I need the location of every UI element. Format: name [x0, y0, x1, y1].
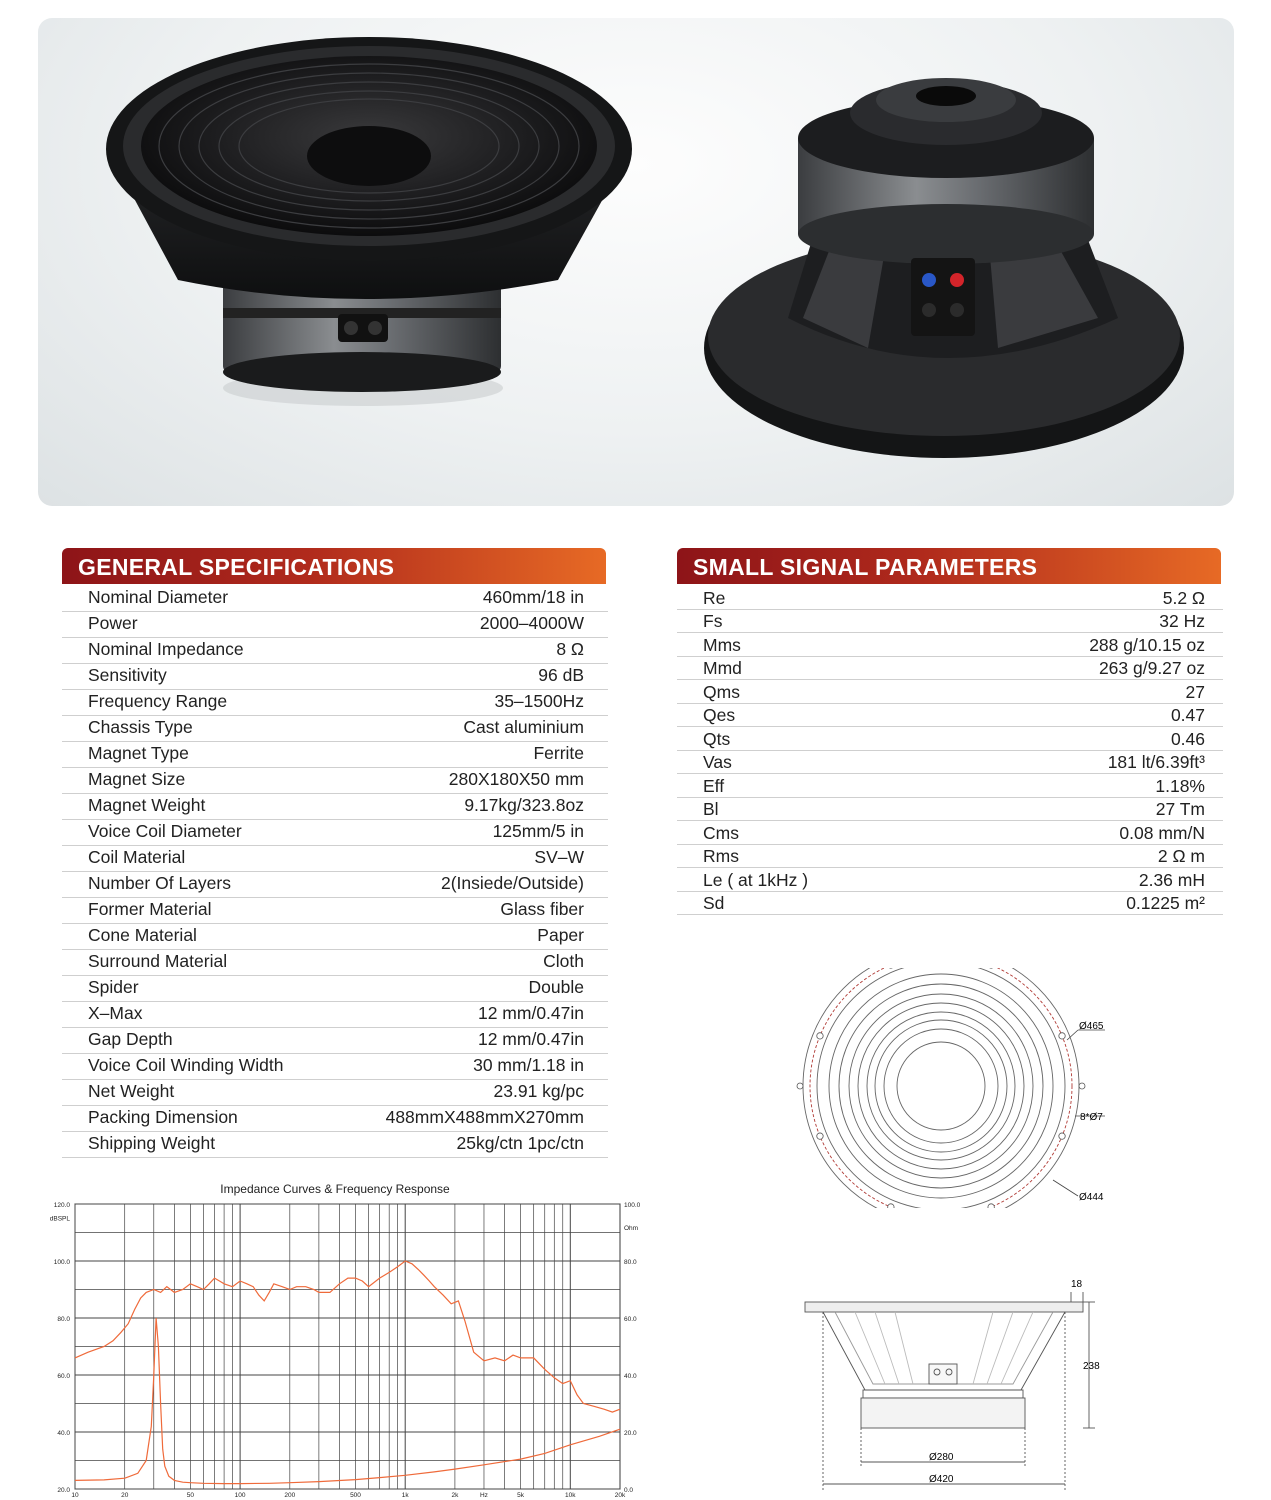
speaker-illustrations: [38, 18, 1234, 506]
y-tick-label-left: 20.0: [57, 1487, 70, 1494]
left-axis-label: dBSPL: [49, 1215, 70, 1223]
general-row: [62, 768, 608, 794]
mounting-hole: [817, 1033, 823, 1039]
ssp-label: Cms: [703, 822, 739, 843]
ssp-row: [677, 680, 1223, 704]
general-label: Spider: [88, 977, 139, 997]
general-row: [62, 664, 608, 690]
general-label: Gap Depth: [88, 1029, 173, 1049]
general-value: SV–W: [534, 847, 584, 867]
general-row: [62, 872, 608, 898]
ssp-label: Rms: [703, 846, 739, 866]
ssp-value: 27 Tm: [1155, 799, 1205, 819]
general-label: Coil Material: [88, 847, 186, 867]
general-row: [62, 976, 608, 1002]
dim-depth-238: 238: [1083, 1361, 1100, 1372]
general-value: Glass fiber: [500, 899, 584, 919]
x-tick-label: 50: [186, 1492, 195, 1499]
ssp-value: 0.46: [1170, 728, 1205, 749]
general-label: Cone Material: [88, 925, 197, 945]
impedance-frequency-chart: [40, 1176, 640, 1500]
right-axis-label: Ohm: [624, 1224, 639, 1232]
general-label: Nominal Impedance: [88, 639, 244, 659]
ssp-value: 5.2 Ω: [1162, 587, 1205, 608]
x-tick-label: 2k: [451, 1492, 459, 1499]
ssp-label: Sd: [703, 893, 725, 913]
general-row: [62, 638, 608, 664]
ssp-value: 1.18%: [1155, 775, 1205, 796]
general-row: [62, 1080, 608, 1106]
ssp-row: [677, 774, 1223, 798]
ssp-value: 288 g/10.15 oz: [1089, 634, 1205, 655]
ssp-row: [677, 727, 1223, 751]
alignment-mark: [1079, 1083, 1085, 1089]
general-value: 12 mm/0.47in: [477, 1029, 584, 1049]
general-label: Frequency Range: [88, 691, 228, 711]
y-tick-label-right: 60.0: [624, 1316, 637, 1323]
chart-plot: [40, 1176, 640, 1500]
general-label: Surround Material: [88, 951, 228, 971]
alignment-mark: [797, 1083, 803, 1089]
x-tick-label: 10k: [565, 1492, 576, 1499]
general-row: [62, 612, 608, 638]
general-value: 35–1500Hz: [494, 691, 584, 711]
general-label: X–Max: [88, 1003, 143, 1023]
front-drawing-lines: [803, 968, 1079, 1208]
general-label: Sensitivity: [88, 665, 167, 685]
general-value: 2000–4000W: [479, 613, 584, 633]
dim-mount-420: Ø420: [929, 1474, 954, 1485]
ssp-value: 181 lt/6.39ft³: [1107, 752, 1205, 772]
ssp-label: Qes: [703, 705, 736, 725]
x-tick-label: 20: [121, 1492, 129, 1499]
mounting-hole: [988, 1204, 994, 1208]
y-tick-label-left: 100.0: [53, 1259, 70, 1266]
general-label: Voice Coil Winding Width: [88, 1055, 284, 1075]
general-row: [62, 1054, 608, 1080]
y-tick-label-right: 100.0: [624, 1202, 640, 1209]
frequency-response-line: [75, 1261, 620, 1412]
general-value: 125mm/5 in: [492, 821, 584, 841]
mounting-hole: [1059, 1033, 1065, 1039]
general-label: Net Weight: [88, 1081, 175, 1101]
y-tick-label-left: 120.0: [53, 1202, 70, 1209]
ssp-label: Fs: [703, 611, 723, 631]
general-value: Ferrite: [533, 743, 584, 763]
general-row: [62, 1028, 608, 1054]
ssp-row: [677, 821, 1223, 845]
mounting-hole: [888, 1204, 894, 1208]
general-value: 280X180X50 mm: [448, 769, 584, 789]
general-label: Former Material: [88, 899, 212, 919]
x-tick-label: 20k: [614, 1492, 626, 1499]
ssp-label: Le ( at 1kHz ): [703, 869, 809, 890]
ssp-value: 263 g/9.27 oz: [1098, 658, 1205, 678]
dim-magnet-280: Ø280: [929, 1452, 954, 1463]
dim-flange-18: 18: [1071, 1279, 1083, 1290]
general-value: 488mmX488mmX270mm: [385, 1107, 584, 1127]
general-row: [62, 1132, 608, 1158]
y-tick-label-left: 80.0: [57, 1316, 70, 1323]
ssp-row: [677, 751, 1223, 775]
ssp-row: [677, 657, 1223, 681]
general-label: Magnet Size: [88, 769, 186, 789]
general-row: [62, 820, 608, 846]
ssp-label: Eff: [703, 775, 725, 796]
chart-title: Impedance Curves & Frequency Response: [220, 1182, 450, 1196]
general-value: Paper: [537, 925, 584, 945]
general-row: [62, 742, 608, 768]
general-label: Voice Coil Diameter: [88, 821, 242, 841]
y-tick-label-right: 20.0: [624, 1430, 637, 1437]
general-value: 30 mm/1.18 in: [473, 1055, 584, 1075]
y-tick-label-left: 40.0: [57, 1430, 70, 1437]
ssp-row: [677, 868, 1223, 892]
mounting-hole: [817, 1133, 823, 1139]
general-row: [62, 794, 608, 820]
x-tick-label: 200: [284, 1492, 296, 1499]
mounting-hole: [1059, 1133, 1065, 1139]
ssp-label: Qts: [703, 728, 731, 749]
x-tick-label: 1k: [401, 1492, 409, 1499]
general-specifications-table: [62, 586, 608, 1158]
x-tick-label: 10: [71, 1492, 79, 1499]
x-tick-label: 500: [350, 1492, 361, 1499]
ssp-row: [677, 586, 1223, 610]
ssp-value: 0.08 mm/N: [1119, 822, 1205, 843]
mounting-holes: [797, 968, 1085, 1208]
general-label: Magnet Type: [88, 743, 189, 763]
general-value: 2(Insiede/Outside): [441, 873, 584, 893]
general-value: 25kg/ctn 1pc/ctn: [456, 1133, 584, 1153]
small-signal-parameters-title: SMALL SIGNAL PARAMETERS: [677, 548, 1221, 584]
ssp-row: [677, 845, 1223, 869]
ssp-value: 2 Ω m: [1157, 846, 1205, 866]
general-row: [62, 716, 608, 742]
speaker-front-image: [106, 37, 632, 406]
general-label: Packing Dimension: [88, 1107, 238, 1127]
general-value: Cloth: [543, 951, 584, 971]
general-row: [62, 1106, 608, 1132]
ssp-label: Re: [703, 587, 726, 608]
ssp-row: [677, 892, 1223, 916]
x-tick-label: 100: [234, 1492, 246, 1499]
ssp-label: Bl: [703, 799, 719, 819]
general-row: [62, 846, 608, 872]
y-tick-label-left: 60.0: [57, 1373, 70, 1380]
general-value: 23.91 kg/pc: [493, 1081, 584, 1101]
y-tick-label-right: 80.0: [624, 1259, 637, 1266]
general-label: Magnet Weight: [88, 795, 206, 815]
speaker-rear-image: [704, 78, 1184, 458]
ssp-label: Vas: [703, 752, 732, 772]
product-photo-banner: [38, 18, 1234, 506]
general-label: Nominal Diameter: [88, 587, 229, 607]
ssp-label: Mmd: [703, 658, 742, 678]
side-view-drawing: [795, 1272, 1125, 1500]
ssp-value: 0.47: [1170, 705, 1205, 725]
general-label: Power: [88, 613, 138, 633]
general-label: Shipping Weight: [88, 1133, 216, 1153]
dim-diameter-465: Ø465: [1079, 1021, 1104, 1032]
general-row: [62, 586, 608, 612]
general-row: [62, 898, 608, 924]
general-value: 96 dB: [538, 665, 584, 685]
x-unit-label: Hz: [479, 1492, 488, 1499]
ssp-row: [677, 633, 1223, 657]
dim-diameter-444: Ø444: [1079, 1192, 1104, 1203]
general-value: Double: [528, 977, 584, 997]
dim-bolt-holes: 8*Ø7: [1080, 1112, 1103, 1123]
ssp-value: 2.36 mH: [1138, 869, 1205, 890]
x-tick-label: 5k: [517, 1492, 525, 1499]
ssp-row: [677, 798, 1223, 822]
general-specifications-title: GENERAL SPECIFICATIONS: [62, 548, 606, 584]
ssp-row: [677, 610, 1223, 634]
general-label: Number Of Layers: [88, 873, 231, 893]
general-row: [62, 950, 608, 976]
impedance-curve-line: [75, 1318, 620, 1484]
ssp-label: Qms: [703, 681, 740, 702]
ssp-row: [677, 704, 1223, 728]
general-value: Cast aluminium: [463, 717, 584, 737]
general-value: 8 Ω: [556, 639, 584, 659]
general-row: [62, 690, 608, 716]
y-tick-label-right: 40.0: [624, 1373, 637, 1380]
front-view-drawing: [795, 968, 1125, 1208]
general-value: 9.17kg/323.8oz: [464, 795, 584, 815]
ssp-value: 0.1225 m²: [1126, 893, 1205, 913]
general-label: Chassis Type: [88, 717, 193, 737]
ssp-value: 32 Hz: [1159, 611, 1205, 631]
y-tick-label-right: 0.0: [624, 1487, 634, 1494]
general-row: [62, 924, 608, 950]
ssp-label: Mms: [703, 634, 741, 655]
ssp-value: 27: [1185, 681, 1205, 702]
small-signal-parameters-table: [677, 586, 1223, 915]
general-value: 460mm/18 in: [482, 587, 584, 607]
general-value: 12 mm/0.47in: [477, 1003, 584, 1023]
general-row: [62, 1002, 608, 1028]
